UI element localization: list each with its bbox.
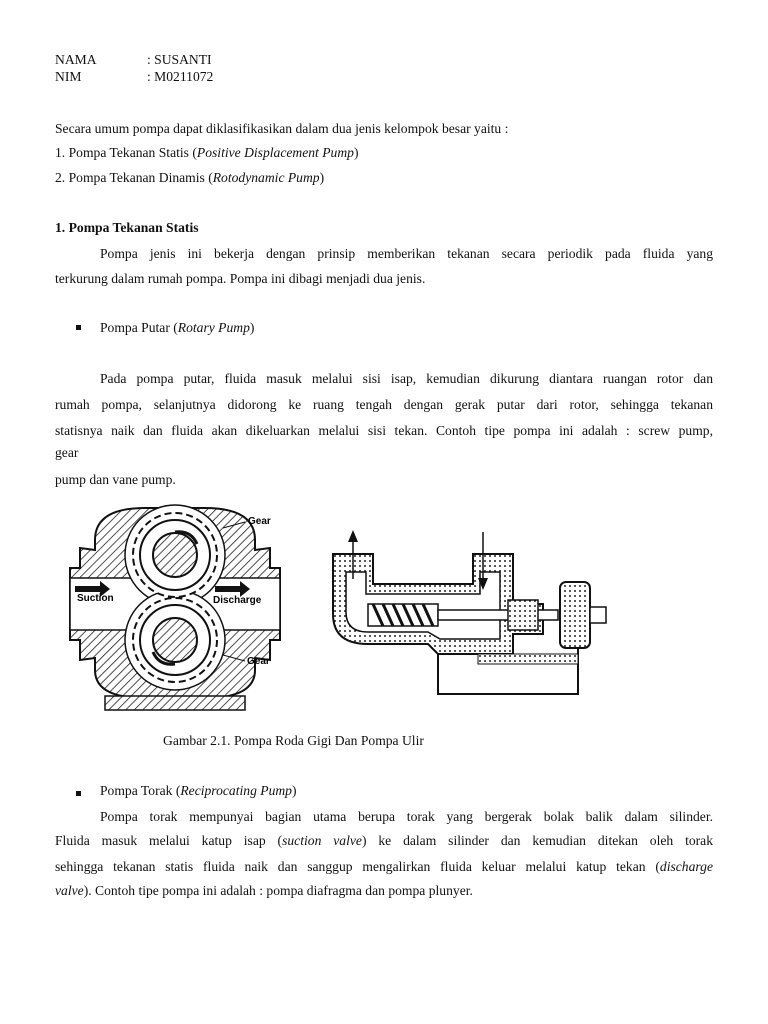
suction-label: Suction <box>77 593 114 604</box>
figure-caption: Gambar 2.1. Pompa Roda Gigi Dan Pompa Ulir <box>163 733 424 748</box>
rotary-paragraph-line: pump dan vane pump. <box>55 472 176 487</box>
nim-value: : M0211072 <box>147 69 214 84</box>
rotary-paragraph-line: statisnya naik dan fluida akan dikeluarkan melalui sisi tekan. Contoh tipe pompa ini adalah : screw pump, <box>55 423 713 438</box>
reciprocating-paragraph-line: sehingga tekanan statis fluida naik dan sanggup mengalirkan fluida keluar melalui katup tekan (discharge <box>55 859 713 874</box>
reciprocating-paragraph-line: valve). Contoh tipe pompa ini adalah : pompa diafragma dan pompa plunyer. <box>55 883 473 898</box>
intro-sentence: Secara umum pompa dapat diklasifikasikan dalam dua jenis kelompok besar yaitu : <box>55 121 509 136</box>
rotary-paragraph-line: Pada pompa putar, fluida masuk melalui sisi isap, kemudian dikurung diantara ruangan rotor dan <box>100 371 713 386</box>
discharge-label: Discharge <box>213 595 262 606</box>
bullet-icon <box>76 791 81 796</box>
reciprocating-paragraph-line: Fluida masuk melalui katup isap (suction valve) ke dalam silinder dan kemudian ditekan oleh torak <box>55 833 713 848</box>
reciprocating-pump-bullet: Pompa Torak (Reciprocating Pump) <box>100 783 297 798</box>
nim-label: NIM <box>55 69 82 84</box>
screw-pump-diagram <box>328 524 612 700</box>
section-heading: 1. Pompa Tekanan Statis <box>55 220 199 235</box>
section-paragraph-line: Pompa jenis ini bekerja dengan prinsip memberikan tekanan secara periodik pada fluida yang <box>100 246 713 261</box>
gear-top-label: Gear <box>248 516 271 527</box>
classification-item-2: 2. Pompa Tekanan Dinamis (Rotodynamic Pump) <box>55 170 325 185</box>
name-label: NAMA <box>55 52 97 67</box>
reciprocating-paragraph-line: Pompa torak mempunyai bagian utama berupa torak yang bergerak bolak balik dalam silinder. <box>100 809 713 824</box>
gear-bottom-label: Gear <box>247 656 270 667</box>
rotary-paragraph-line: rumah pompa, selanjutnya didorong ke ruang tengah dengan gerak putar dari rotor, sehingga tekanan <box>55 397 713 412</box>
name-value: : SUSANTI <box>147 52 212 67</box>
rotary-paragraph-line: gear <box>55 445 79 460</box>
rotary-pump-bullet: Pompa Putar (Rotary Pump) <box>100 320 255 335</box>
section-paragraph-line: terkurung dalam rumah pompa. Pompa ini dibagi menjadi dua jenis. <box>55 271 426 286</box>
bullet-icon <box>76 325 81 330</box>
gear-pump-diagram <box>55 500 295 720</box>
classification-item-1: 1. Pompa Tekanan Statis (Positive Displacement Pump) <box>55 145 359 160</box>
